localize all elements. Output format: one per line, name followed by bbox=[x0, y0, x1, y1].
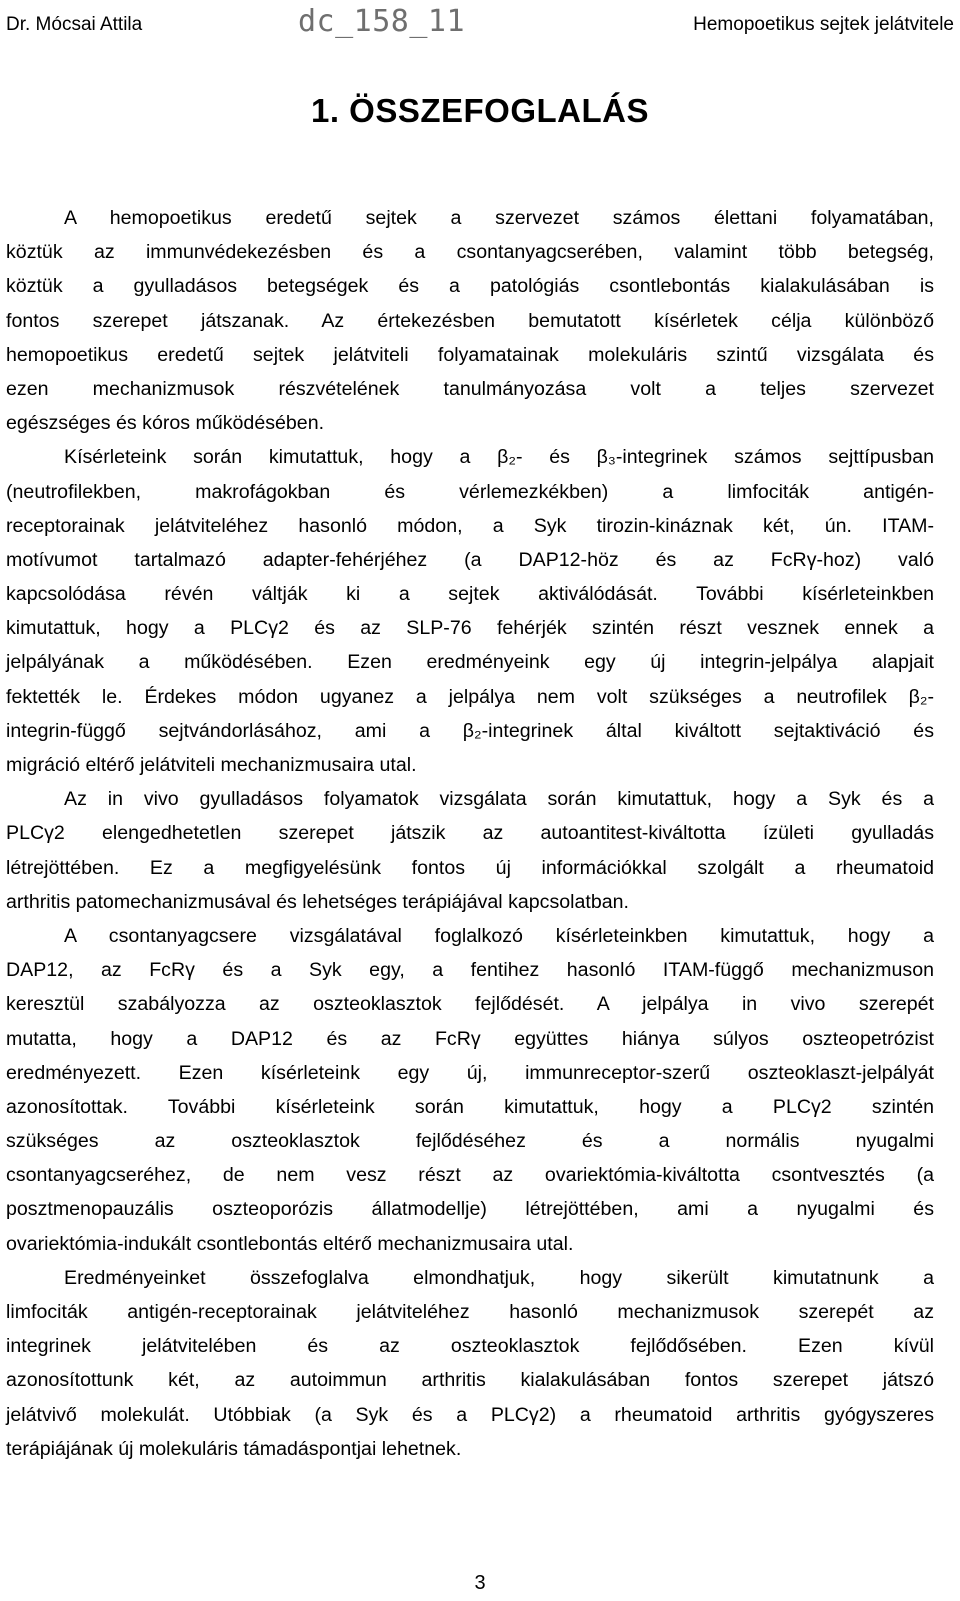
paragraph bbox=[6, 1261, 934, 1466]
text-line: azonosítottunk két, az autoimmun arthritis kialakulásában fontos szerepet játszó bbox=[6, 1369, 934, 1392]
paragraph bbox=[6, 782, 934, 919]
text-line: kimutattuk, hogy a PLCγ2 és az SLP-76 fehérjék szintén részt vesznek ennek a bbox=[6, 617, 934, 640]
text-line: kapcsolódása révén váltják ki a sejtek aktiválódását. További kísérleteinkben bbox=[6, 583, 934, 606]
header-title: Hemopoetikus sejtek jelátvitele bbox=[693, 14, 954, 35]
text-line: posztmenopauzális oszteoporózis állatmodellje) létrejöttében, ami a nyugalmi és bbox=[6, 1198, 934, 1221]
text-line: Kísérleteink során kimutattuk, hogy a β₂- és β₃-integrinek számos sejttípusban bbox=[64, 446, 934, 469]
text-line: jelpályának a működésében. Ezen eredményeink egy új integrin-jelpálya alapjait bbox=[6, 651, 934, 674]
text-line: szükséges az oszteoklasztok fejlődéséhez és a normális nyugalmi bbox=[6, 1130, 934, 1153]
text-line: csontanyagcseréhez, de nem vesz részt az ovariektómia-kiváltotta csontvesztés (a bbox=[6, 1164, 934, 1187]
page-number: 3 bbox=[474, 1572, 486, 1594]
header-doc-id: dc_158_11 bbox=[298, 4, 466, 39]
text-line: ezen mechanizmusok részvételének tanulmányozása volt a teljes szervezet bbox=[6, 377, 934, 400]
text-line: A hemopoetikus eredetű sejtek a szervezet számos élettani folyamatában, bbox=[64, 207, 934, 229]
text-line: ovariektómia-indukált csontlebontás eltérő mechanizmusaira utal. bbox=[6, 1232, 574, 1255]
text-line: arthritis patomechanizmusával és lehetséges terápiájával kapcsolatban. bbox=[6, 890, 629, 913]
text-line: létrejöttében. Ez a megfigyelésünk fontos új információkkal szolgált a rheumatoid bbox=[6, 856, 934, 879]
text-line: migráció eltérő jelátviteli mechanizmusaira utal. bbox=[6, 754, 417, 776]
text-line: egészséges és kóros működésében. bbox=[6, 412, 325, 435]
text-line: keresztül szabályozza az oszteoklasztok fejlődését. A jelpálya in vivo szerepét bbox=[6, 993, 934, 1016]
text-line: azonosítottak. További kísérleteink során kimutattuk, hogy a PLCγ2 szintén bbox=[6, 1095, 934, 1118]
text-line: DAP12, az FcRγ és a Syk egy, a fentihez hasonló ITAM-függő mechanizmuson bbox=[6, 959, 934, 982]
page-header bbox=[6, 4, 954, 44]
text-line: motívumot tartalmazó adapter-fehérjéhez (a DAP12-höz és az FcRγ-hoz) való bbox=[6, 548, 934, 571]
text-line: integrin-függő sejtvándorlásához, ami a β₂-integrinek által kiváltott sejtaktiváció és bbox=[6, 719, 934, 742]
text-line: eredményezett. Ezen kísérleteink egy új, immunreceptor-szerű oszteoklaszt-jelpályát bbox=[6, 1061, 934, 1084]
text-line: fektették le. Érdekes módon ugyanez a jelpálya nem volt szükséges a neutrofilek β₂- bbox=[6, 685, 934, 708]
text-line: integrinek jelátvitelében és az oszteoklasztok fejlődősében. Ezen kívül bbox=[6, 1335, 934, 1358]
text-line: köztük az immunvédekezésben és a csontanyagcserében, valamint több betegség, bbox=[6, 241, 934, 264]
text-line: köztük a gyulladásos betegségek és a patológiás csontlebontás kialakulásában is bbox=[6, 275, 934, 298]
paragraph bbox=[6, 440, 934, 782]
text-line: A csontanyagcsere vizsgálatával foglalkozó kísérleteinkben kimutattuk, hogy a bbox=[64, 924, 934, 947]
text-line: hemopoetikus eredetű sejtek jelátviteli folyamatainak molekuláris szintű vizsgálata és bbox=[6, 343, 934, 366]
paragraph bbox=[6, 201, 934, 440]
text-line: Az in vivo gyulladásos folyamatok vizsgálata során kimutattuk, hogy a Syk és a bbox=[64, 788, 934, 811]
summary-body bbox=[6, 201, 934, 1466]
text-line: (neutrofilekben, makrofágokban és vérlemezkékben) a limfociták antigén- bbox=[6, 480, 934, 503]
text-line: mutatta, hogy a DAP12 és az FcRγ együttes hiánya súlyos oszteopetrózist bbox=[6, 1027, 934, 1050]
section-title: 1. ÖSSZEFOGLALÁS bbox=[310, 92, 650, 129]
text-line: Eredményeinket összefoglalva elmondhatjuk, hogy sikerült kimutatnunk a bbox=[64, 1266, 934, 1289]
header-author: Dr. Mócsai Attila bbox=[6, 14, 143, 35]
text-line: PLCγ2 elengedhetetlen szerepet játszik az autoantitest-kiváltotta ízületi gyulladás bbox=[6, 822, 934, 845]
text-line: receptorainak jelátviteléhez hasonló módon, a Syk tirozin-kináznak két, ún. ITAM- bbox=[6, 514, 934, 537]
paragraph bbox=[6, 919, 934, 1261]
text-line: terápiájának új molekuláris támadáspontjai lehetnek. bbox=[6, 1437, 462, 1460]
text-line: limfociták antigén-receptorainak jelátviteléhez hasonló mechanizmusok szerepét az bbox=[6, 1301, 934, 1323]
text-line: fontos szerepet játszanak. Az értekezésben bemutatott kísérletek célja különböző bbox=[6, 309, 934, 332]
text-line: jelátvivő molekulát. Utóbbiak (a Syk és a PLCγ2) a rheumatoid arthritis gyógyszeres bbox=[6, 1403, 934, 1426]
